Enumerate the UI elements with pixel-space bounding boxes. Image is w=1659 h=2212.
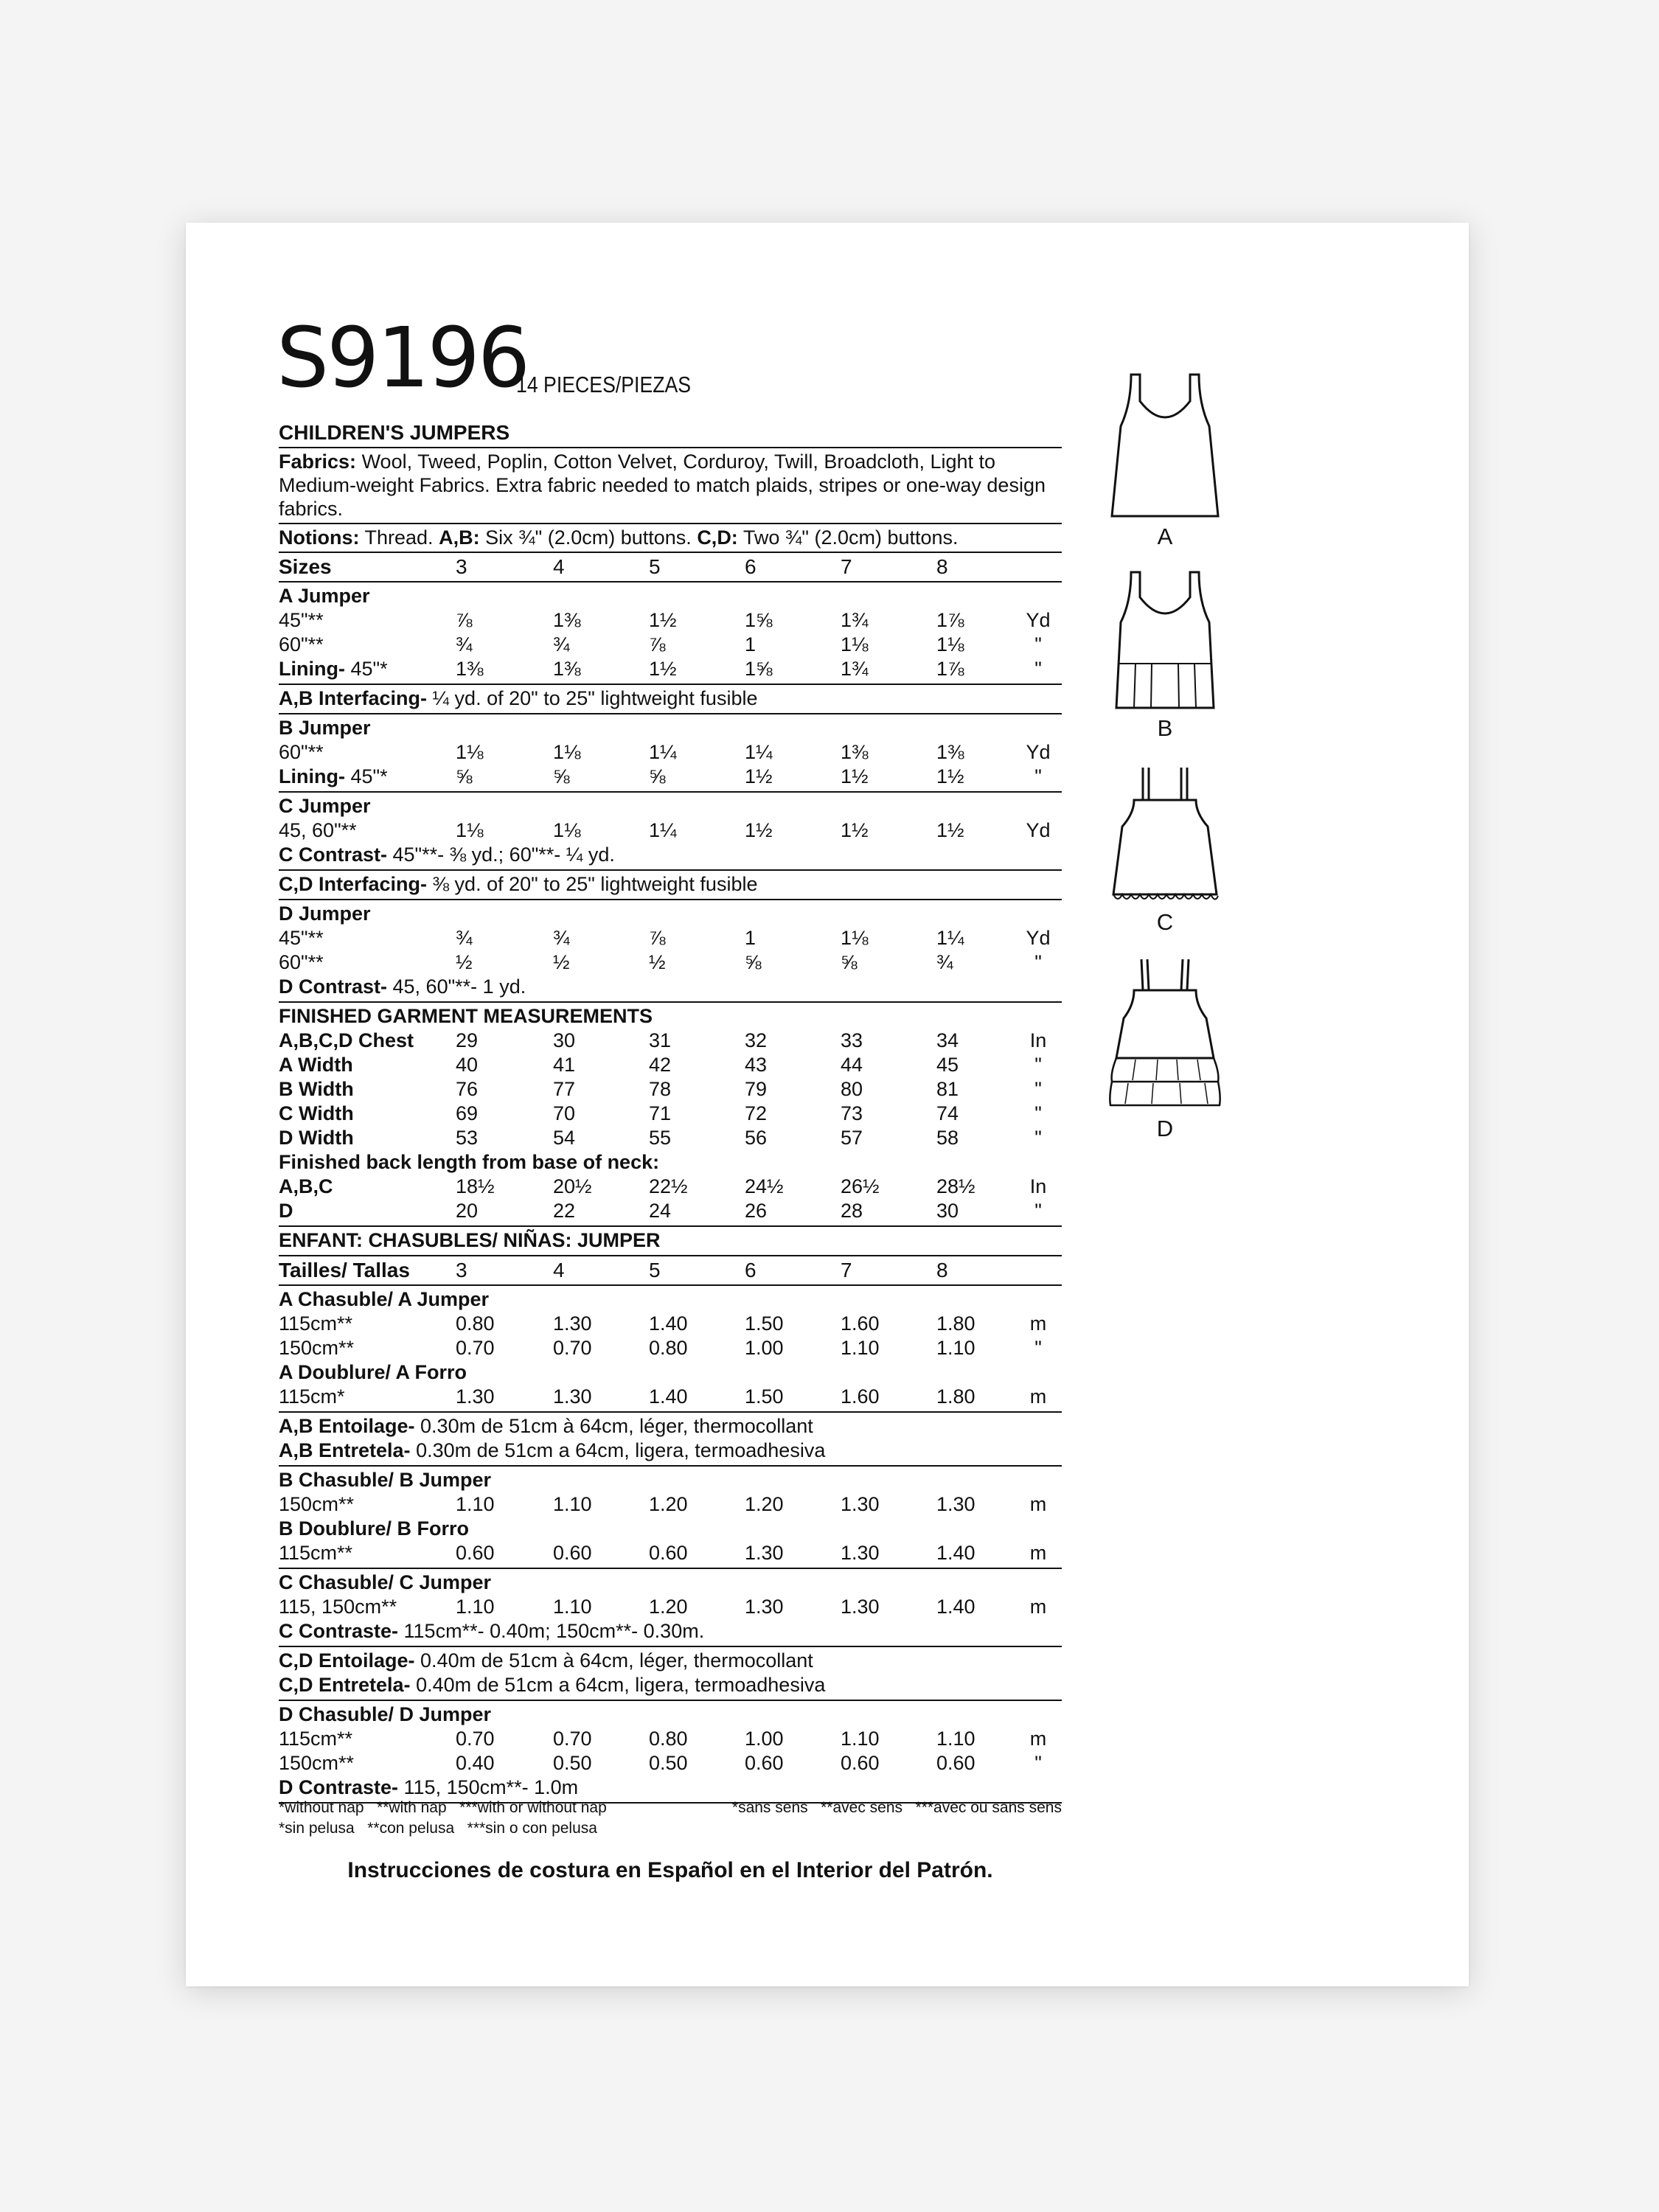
divider — [279, 869, 1062, 871]
table-row: 60"** ¾ ¾ ⅞ 1 1⅛ 1⅛ " — [279, 633, 1042, 655]
view-b-illustration — [1106, 568, 1224, 752]
jumper-b-sketch — [1106, 568, 1224, 715]
section-heading: FINISHED GARMENT MEASUREMENTS — [279, 1005, 653, 1027]
section-heading: A Jumper — [279, 585, 370, 607]
footnote-english: *without nap **with nap ***with or without nap — [279, 1799, 607, 1816]
pieces-count: 14 PIECES/PIEZAS — [516, 372, 692, 397]
section-heading: C Jumper — [279, 795, 371, 817]
divider — [279, 523, 1062, 524]
table-row: 45"** ⅞ 1⅜ 1½ 1⅝ 1¾ 1⅞ Yd — [279, 609, 1051, 631]
table-row: 150cm** 0.70 0.70 0.80 1.00 1.10 1.10 " — [279, 1337, 1042, 1359]
divider — [279, 1284, 1062, 1286]
yardage-table — [279, 420, 1062, 1805]
contrast-row: C Contrast- 45"**- ⅜ yd.; 60"**- ¼ yd. — [279, 844, 615, 866]
table-row: 60"** 1⅛ 1⅛ 1¼ 1¼ 1⅜ 1⅜ Yd — [279, 741, 1051, 763]
divider — [279, 1465, 1062, 1467]
table-row: 115cm** 0.60 0.60 0.60 1.30 1.30 1.40 m — [279, 1542, 1047, 1564]
table-row: B Width 76 77 78 79 80 81 " — [279, 1078, 1042, 1100]
table-row: 115cm** 0.70 0.70 0.80 1.00 1.10 1.10 m — [279, 1728, 1047, 1750]
footnote-french: *sans sens **avec sens ***avec ou sans sens — [731, 1799, 1062, 1816]
view-c-illustration — [1106, 763, 1224, 947]
divider — [279, 1001, 1062, 1003]
view-d-illustration — [1106, 955, 1224, 1147]
pattern-number: S9196 — [276, 310, 529, 406]
divider — [279, 713, 1062, 714]
section-heading: B Jumper — [279, 717, 371, 739]
section-heading: A Doublure/ A Forro — [279, 1361, 467, 1383]
table-row: C Width 69 70 71 72 73 74 " — [279, 1102, 1042, 1124]
table-row: 45, 60"** 1⅛ 1⅛ 1¼ 1½ 1½ 1½ Yd — [279, 819, 1051, 841]
divider — [279, 447, 1062, 448]
section-heading: B Chasuble/ B Jumper — [279, 1469, 492, 1491]
divider — [279, 1225, 1062, 1227]
section-heading: A Chasuble/ A Jumper — [279, 1288, 490, 1310]
jumper-c-sketch — [1106, 763, 1224, 911]
interfacing-row: C,D Interfacing- ⅜ yd. of 20" to 25" lightweight fusible — [279, 873, 758, 895]
table-row: 115cm** 0.80 1.30 1.40 1.50 1.60 1.80 m — [279, 1312, 1047, 1335]
table-row: A,B,C 18½ 20½ 22½ 24½ 26½ 28½ In — [279, 1175, 1047, 1197]
table-row: Lining- 45"* ⅝ ⅝ ⅝ 1½ 1½ 1½ " — [279, 765, 1042, 787]
divider — [279, 581, 1062, 582]
table-row: D Width 53 54 55 56 57 58 " — [279, 1127, 1042, 1149]
table-row: 60"** ½ ½ ½ ⅝ ⅝ ¾ " — [279, 951, 1042, 973]
divider — [279, 899, 1062, 900]
table-row: 115, 150cm** 1.10 1.10 1.20 1.30 1.30 1.40 m — [279, 1596, 1047, 1618]
footnotes — [279, 1798, 1062, 1839]
divider — [279, 552, 1062, 553]
section-title: CHILDREN'S JUMPERS — [279, 421, 510, 444]
section-heading: B Doublure/ B Forro — [279, 1517, 469, 1540]
divider — [279, 1255, 1062, 1256]
divider — [279, 1700, 1062, 1701]
section-subheading: Finished back length from base of neck: — [279, 1151, 660, 1173]
notions-text: Notions: Thread. A,B: Six ¾" (2.0cm) buttons. C,D: Two ¾" (2.0cm) buttons. — [279, 526, 959, 549]
divider — [279, 1646, 1062, 1647]
contrast-row: D Contrast- 45, 60"**- 1 yd. — [279, 975, 526, 998]
table-row: 115cm* 1.30 1.30 1.40 1.50 1.60 1.80 m — [279, 1385, 1047, 1408]
view-label: A — [1157, 524, 1173, 549]
fabrics-text: Fabrics: Wool, Tweed, Poplin, Cotton Velvet, Corduroy, Twill, Broadcloth, Light to Medium-weight Fabrics. Extra fabric needed to match plaids, stripes or one-way design fabrics. — [279, 451, 1046, 520]
view-a-illustration — [1106, 369, 1224, 553]
sizes-row: Sizes 3 4 5 6 7 8 — [279, 555, 948, 578]
section-heading: C Chasuble/ C Jumper — [279, 1571, 492, 1593]
table-row: D 20 22 24 26 28 30 " — [279, 1200, 1042, 1222]
section-heading: D Chasuble/ D Jumper — [279, 1703, 492, 1725]
table-row: A,B,C,D Chest 29 30 31 32 33 34 In — [279, 1029, 1047, 1051]
interfacing-row: A,B Entretela- 0.30m de 51cm a 64cm, ligera, termoadhesiva — [279, 1439, 826, 1461]
view-label: D — [1156, 1116, 1174, 1141]
table-row: 150cm** 0.40 0.50 0.50 0.60 0.60 0.60 " — [279, 1752, 1042, 1774]
jumper-d-sketch — [1106, 955, 1224, 1117]
contrast-row: C Contraste- 115cm**- 0.40m; 150cm**- 0.30m. — [279, 1620, 705, 1642]
table-row: 150cm** 1.10 1.10 1.20 1.20 1.30 1.30 m — [279, 1493, 1047, 1515]
contrast-row: D Contraste- 115, 150cm**- 1.0m — [279, 1776, 579, 1798]
footnote-spanish: *sin pelusa **con pelusa ***sin o con pelusa — [279, 1820, 597, 1837]
table-row: A Width 40 41 42 43 44 45 " — [279, 1054, 1042, 1076]
interfacing-row: C,D Entoilage- 0.40m de 51cm à 64cm, léger, thermocollant — [279, 1649, 813, 1672]
table-row: Lining- 45"* 1⅜ 1⅜ 1½ 1⅝ 1¾ 1⅞ " — [279, 658, 1042, 680]
interfacing-row: A,B Entoilage- 0.30m de 51cm à 64cm, léger, thermocollant — [279, 1415, 813, 1437]
table-row: 45"** ¾ ¾ ⅞ 1 1⅛ 1¼ Yd — [279, 927, 1051, 949]
interfacing-row: C,D Entretela- 0.40m de 51cm a 64cm, ligera, termoadhesiva — [279, 1674, 826, 1696]
jumper-a-sketch — [1106, 369, 1224, 524]
sizes-row: Tailles/ Tallas 3 4 5 6 7 8 — [279, 1259, 948, 1281]
spanish-instructions-note: Instrucciones de costura en Español en el Interior del Patrón. — [347, 1858, 993, 1882]
divider — [279, 1411, 1062, 1413]
section-heading: D Jumper — [279, 902, 371, 925]
divider — [279, 791, 1062, 793]
view-label: B — [1157, 715, 1173, 741]
interfacing-row: A,B Interfacing- ¼ yd. of 20" to 25" lightweight fusible — [279, 687, 758, 709]
divider — [279, 684, 1062, 685]
divider — [279, 1568, 1062, 1569]
view-label: C — [1156, 909, 1174, 935]
section-title: ENFANT: CHASUBLES/ NIÑAS: JUMPER — [279, 1229, 661, 1251]
